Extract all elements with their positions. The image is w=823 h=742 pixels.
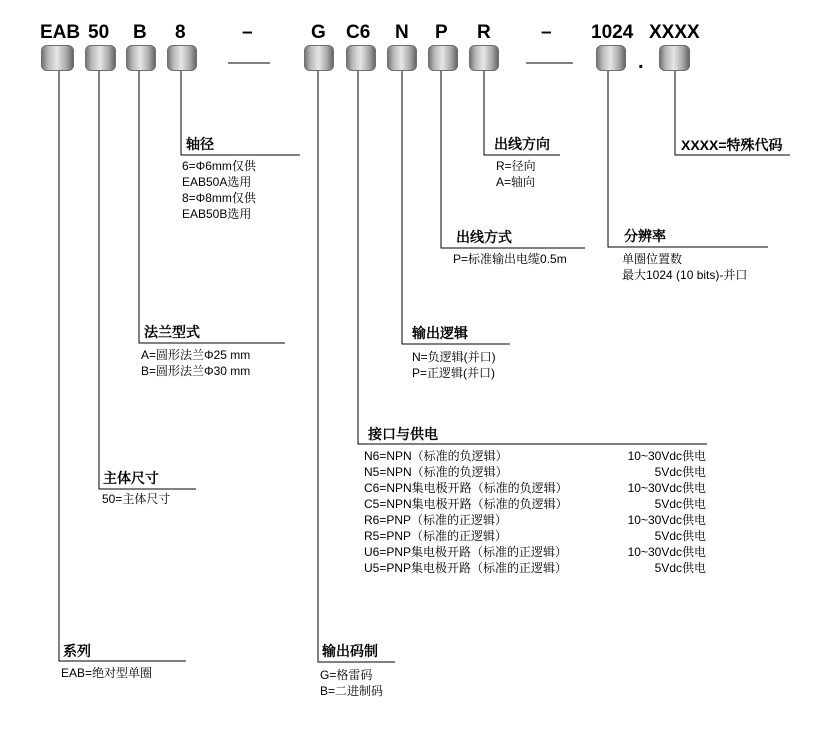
outlet-mode-title: 出线方式 [456,229,512,245]
shaft-line-2: EAB50A选用 [182,175,252,189]
series-line-1: EAB=绝对型单圈 [61,666,153,680]
flange-line-2: B=圆形法兰Φ30 mm [141,364,251,378]
logic-title: 输出逻辑 [412,325,468,341]
outlet-mode-line-1: P=标准输出电缆0.5m [453,252,567,266]
outlet-mode-button [428,45,458,71]
interface-row-6-desc: R5=PNP（标准的正逻辑） [364,529,508,543]
code-resolution: 1024 [591,22,634,43]
code-dash-1: – [242,22,253,43]
interface-row-8-desc: U5=PNP集电极开路（标准的正逻辑） [364,561,568,575]
interface-title: 接口与供电 [368,426,438,442]
flange-button [126,45,156,71]
code-logic: N [395,22,409,43]
interface-row-3-desc: C6=NPN集电极开路（标准的负逻辑） [364,481,568,495]
interface-button [346,45,376,71]
outlet-dir-line-2: A=轴向 [496,175,536,189]
logic-line-2: P=正逻辑(并口) [412,366,496,380]
outlet-dir-line-1: R=径向 [496,159,536,173]
output-code-line-2: B=二进制码 [320,684,384,698]
output-code-button [304,45,334,71]
code-flange: B [133,22,147,43]
code-body-size: 50 [88,22,110,43]
interface-row-2-desc: N5=NPN（标准的负逻辑） [364,465,508,479]
separator-dot: . [638,51,644,73]
code-shaft: 8 [175,22,186,43]
body-size-title: 主体尺寸 [103,470,159,486]
code-special: XXXX [649,22,700,43]
shaft-line-1: 6=Φ6mm仅供 [182,159,256,173]
output-code-title: 输出码制 [322,643,378,659]
interface-row-8-supply: 5Vdc供电 [654,561,706,575]
interface-row-1-supply: 10~30Vdc供电 [627,449,706,463]
shaft-title: 轴径 [186,136,214,152]
interface-row-4-desc: C5=NPN集电极开路（标准的负逻辑） [364,497,568,511]
special-button [659,45,690,71]
outlet-dir-title: 出线方向 [494,136,550,152]
interface-row-7-supply: 10~30Vdc供电 [627,545,706,559]
shaft-button [167,45,197,71]
interface-row-4-supply: 5Vdc供电 [654,497,706,511]
interface-row-2-supply: 5Vdc供电 [654,465,706,479]
interface-row-1-desc: N6=NPN（标准的负逻辑） [364,449,508,463]
interface-row-6-supply: 5Vdc供电 [654,529,706,543]
shaft-line-4: EAB50B选用 [182,207,252,221]
body-size-line-1: 50=主体尺寸 [102,492,171,506]
logic-button [387,45,417,71]
body-size-button [85,45,116,71]
output-code-line-1: G=格雷码 [320,668,373,682]
resolution-line-1: 单圈位置数 [622,252,683,266]
flange-line-1: A=圆形法兰Φ25 mm [141,348,251,362]
interface-row-5-desc: R6=PNP（标准的正逻辑） [364,513,508,527]
interface-row-7-desc: U6=PNP集电极开路（标准的正逻辑） [364,545,568,559]
code-outlet-dir: R [477,22,491,43]
resolution-button [596,45,626,71]
flange-title: 法兰型式 [144,324,200,340]
series-button [41,45,74,71]
resolution-title: 分辨率 [624,228,666,244]
series-title: 系列 [63,643,91,659]
outlet-dir-button [469,45,499,71]
interface-row-5-supply: 10~30Vdc供电 [627,513,706,527]
code-output-code: G [311,22,326,43]
code-outlet-mode: P [435,22,448,43]
special-title: XXXX=特殊代码 [681,137,783,153]
code-series: EAB [40,22,81,43]
resolution-line-2: 最大1024 (10 bits)-并口 [622,268,748,282]
shaft-line-3: 8=Φ8mm仅供 [182,191,256,205]
logic-line-1: N=负逻辑(并口) [412,350,496,364]
code-interface: C6 [346,22,371,43]
code-dash-2: – [541,22,552,43]
interface-row-3-supply: 10~30Vdc供电 [627,481,706,495]
